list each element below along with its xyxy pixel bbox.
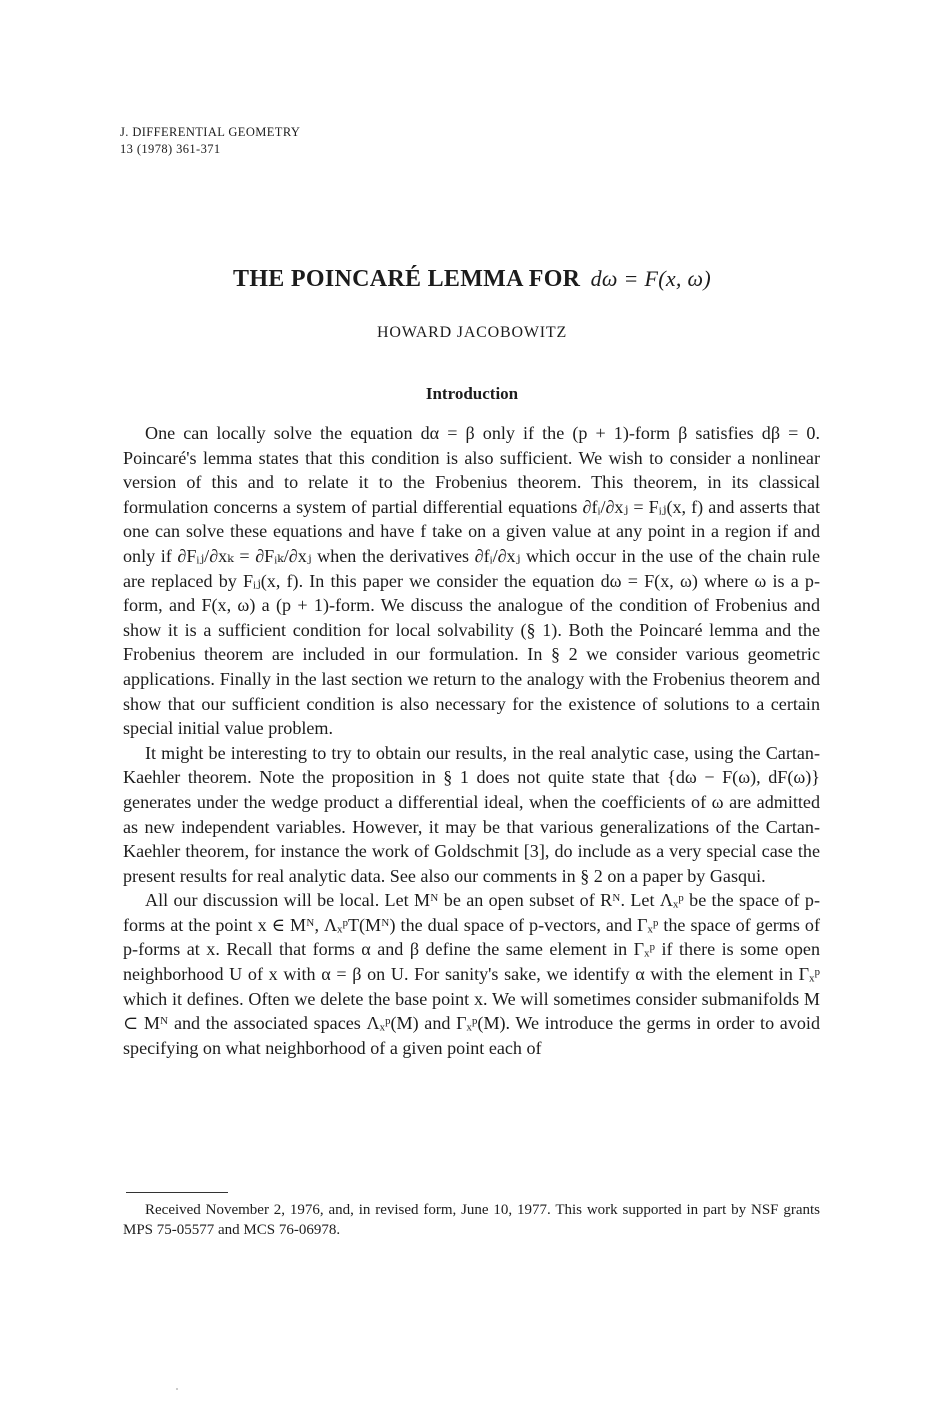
footnote-text: Received November 2, 1976, and, in revised form, June 10, 1977. This work supported in part by NSF grants MPS 75-05577 and MCS 76-06978.: [123, 1202, 820, 1238]
paragraph-2: It might be interesting to try to obtain our results, in the real analytic case, using the Cartan-Kaehler theorem. Note the proposition in § 1 does not quite state that {dω − F(ω), dF(ω)} generates under the wedge product a differential ideal, when the coefficients of ω are admitted as new independent variables. However, it may be that various generalizations of the Cartan-Kaehler theorem, for instance the work of Goldschmit [3], do include as a very special case the present results for real analytic data. See also our comments in § 2 on a paper by Gasqui.: [123, 742, 820, 886]
scan-speck: [176, 1388, 178, 1390]
author-name: HOWARD JACOBOWITZ: [376, 324, 568, 341]
paragraph-3: All our discussion will be local. Let Mᴺ be an open subset of Rᴺ. Let Λₓᵖ be the space of p-forms at the point x ∈ Mᴺ, ΛₓᵖT(Mᴺ) the dual space of p-vectors, and Γₓᵖ the space of germs of p-forms at x. Recall that forms α and β define the same element in Γₓᵖ if there is some open neighborhood U of x with α = β on U. For sanity's sake, we identify α with the element in Γₓᵖ which it defines. Often we delete the base point x. We will sometimes consider submanifolds M ⊂ Mᴺ and the associated spaces Λₓᵖ(M) and Γₓᵖ(M). We introduce the germs in order to avoid specifying on what neighborhood of a given point each of: [123, 890, 820, 1058]
journal-header: [120, 124, 300, 158]
journal-name: J. DIFFERENTIAL GEOMETRY: [120, 125, 301, 139]
title-text: THE POINCARÉ LEMMA FOR: [233, 266, 581, 292]
footnote: [123, 1200, 820, 1240]
title-equation: dω = F(x, ω): [590, 266, 711, 291]
body-text: [123, 421, 820, 1060]
footnote-rule: [126, 1192, 228, 1193]
paragraph-1: One can locally solve the equation dα = β only if the (p + 1)-form β satisfies dβ = 0. Poincaré's lemma states that this condition is also sufficient. We wish to consider a nonlinear version of this and to relate it to the Frobenius theorem. This theorem, in its classical formulation concerns a system of partial differential equations ∂fᵢ/∂xⱼ = Fᵢⱼ(x, f) and asserts that one can solve these equations and have f take on a given value at any point in a region if and only if ∂Fᵢⱼ/∂xₖ = ∂Fᵢₖ/∂xⱼ when the derivatives ∂fᵢ/∂xⱼ which occur in the use of the chain rule are replaced by Fᵢⱼ(x, f). In this paper we consider the equation dω = F(x, ω) where ω is a p-form, and F(x, ω) a (p + 1)-form. We discuss the analogue of the condition of Frobenius and show it is a sufficient condition for local solvability (§ 1). Both the Poincaré lemma and the Frobenius theorem are included in our formulation. In § 2 we consider various geometric applications. Finally in the last section we return to the analogy with the Frobenius theorem and show that our sufficient condition is also necessary for the existence of solutions to a certain special initial value problem.: [123, 423, 820, 739]
paper-title: [0, 266, 944, 293]
section-heading: Introduction: [425, 384, 519, 403]
journal-citation: 13 (1978) 361-371: [120, 142, 221, 156]
